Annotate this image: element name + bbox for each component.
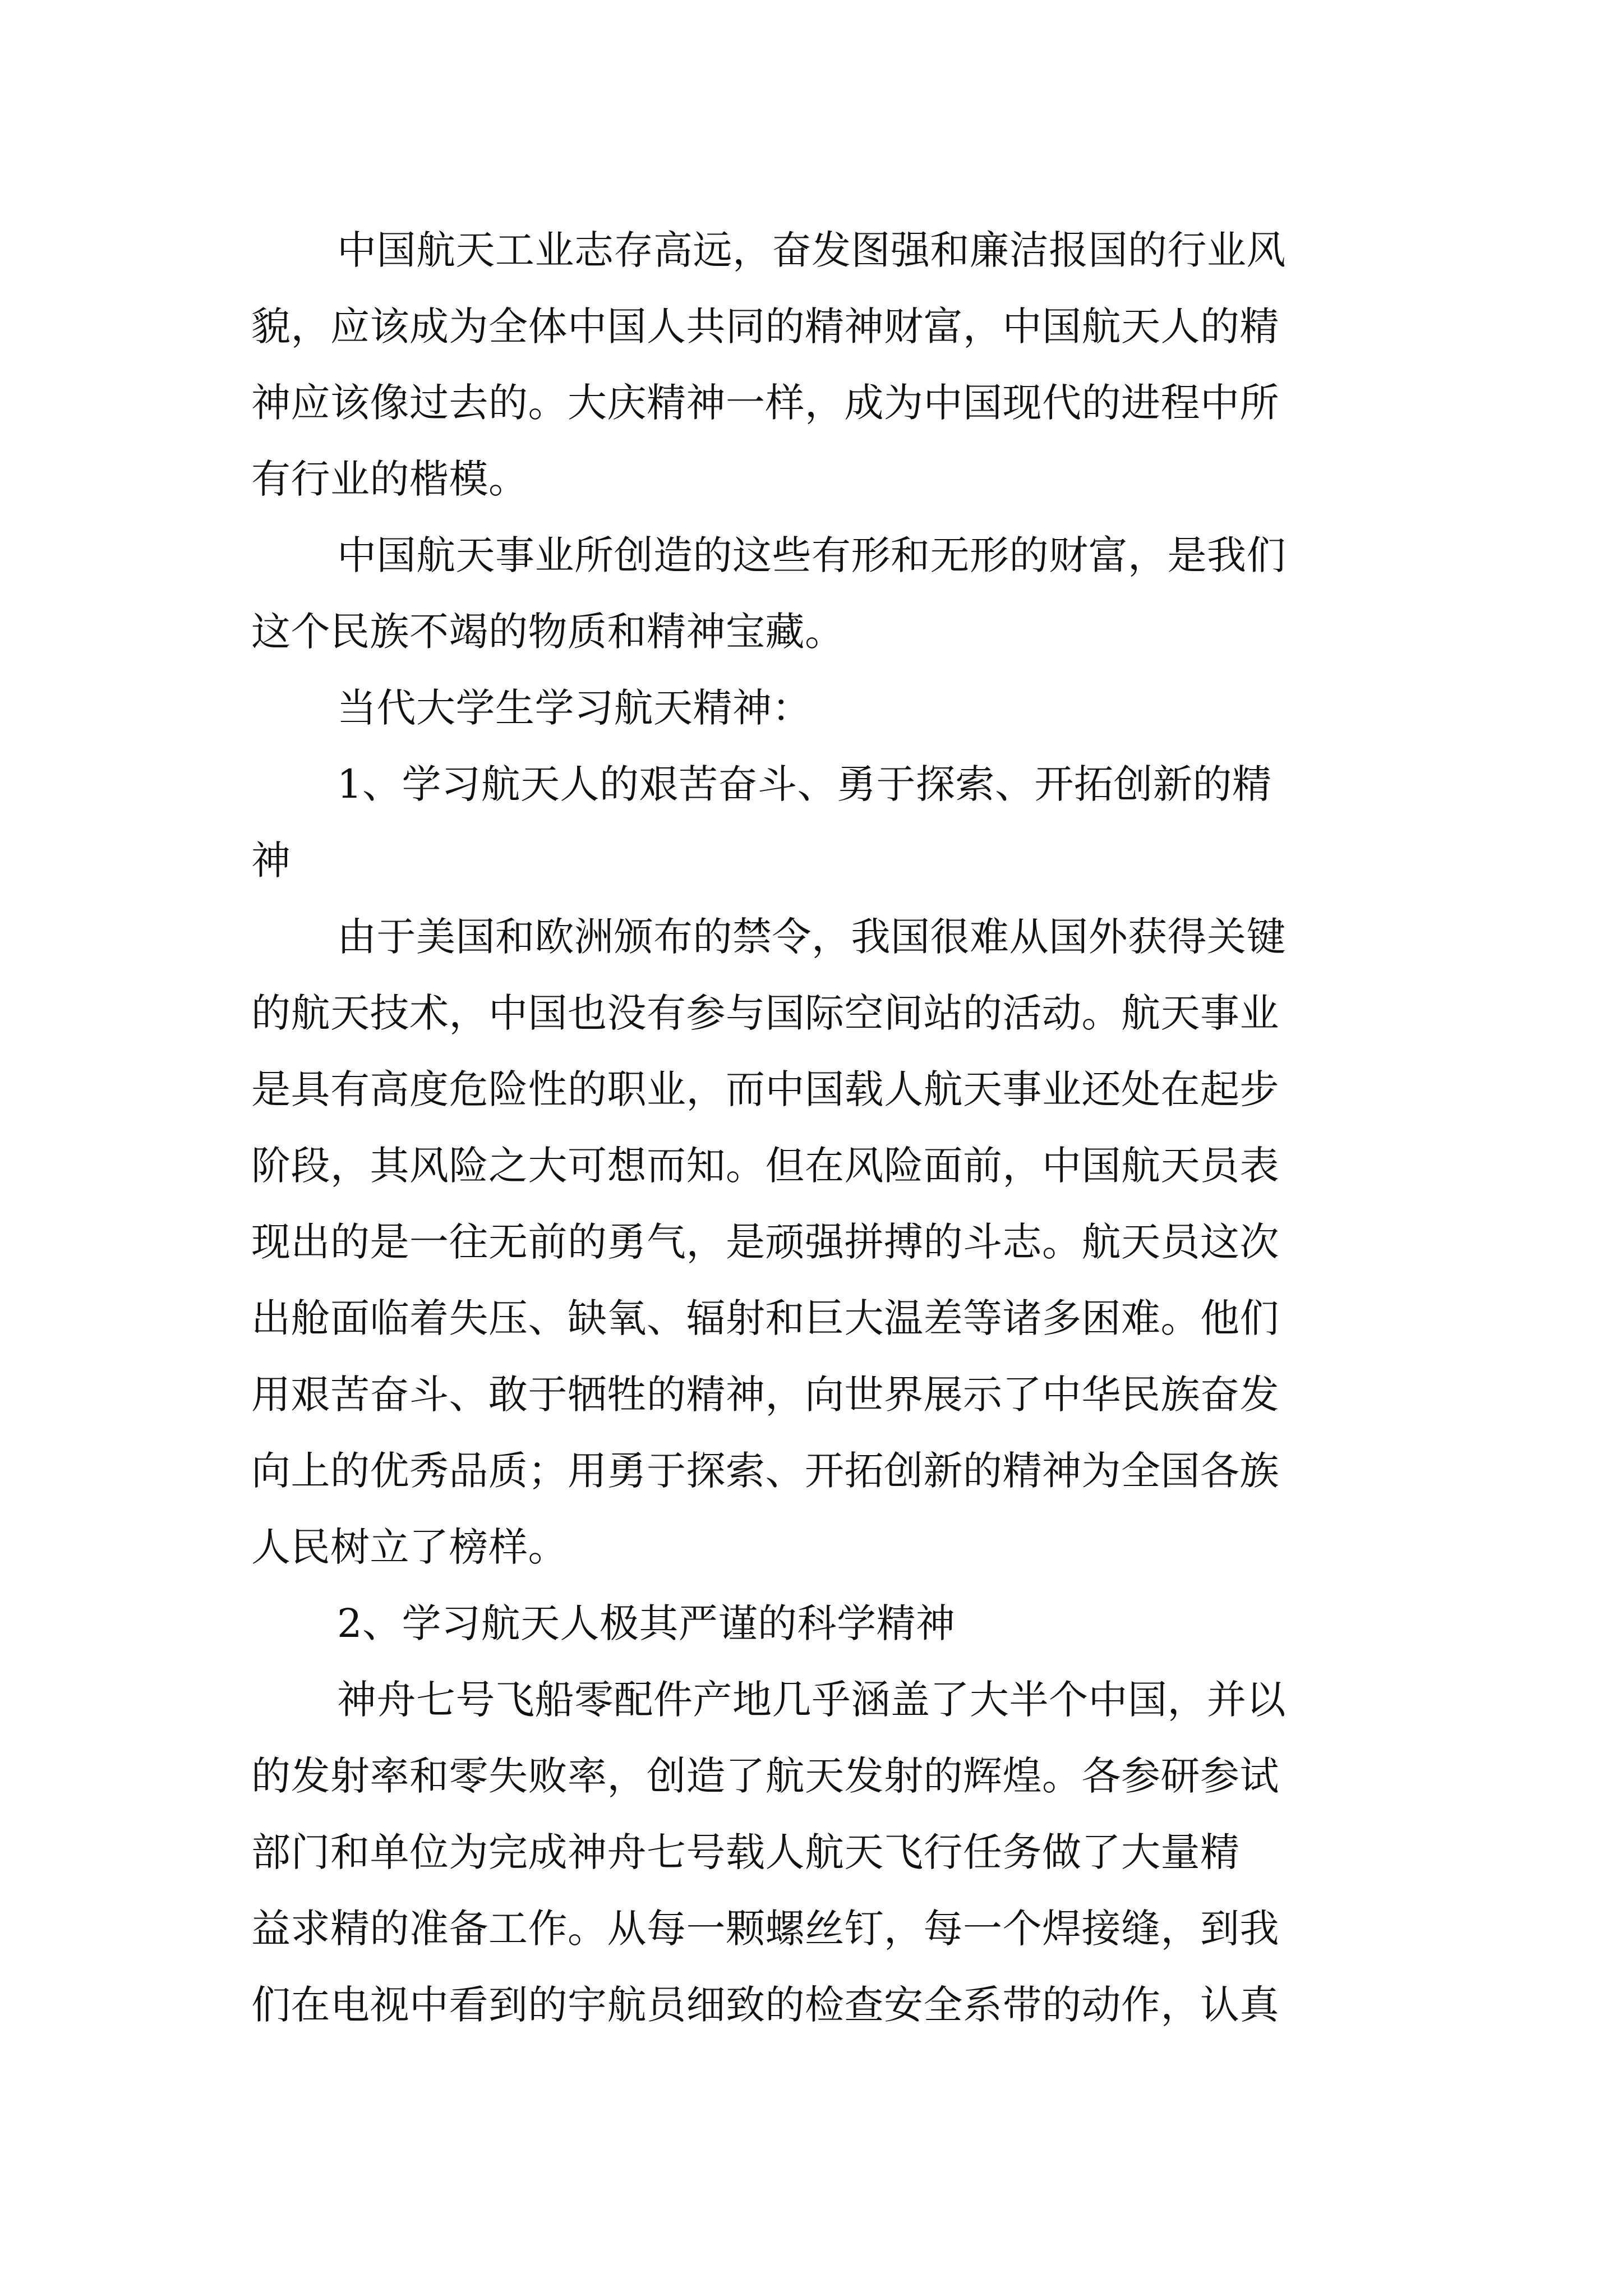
text-line: 有行业的楷模。 (251, 456, 528, 502)
paragraph-5 (251, 899, 1395, 1585)
text-line: 出舱面临着失压、缺氧、辐射和巨大温差等诸多困难。他们 (251, 1295, 1279, 1341)
text-line: 阶段，其风险之大可想而知。但在风险面前，中国航天员表 (251, 1143, 1279, 1189)
text-line: 现出的是一往无前的勇气，是顽强拼搏的斗志。航天员这次 (251, 1219, 1279, 1265)
text-line: 1、学习航天人的艰苦奋斗、勇于探索、开拓创新的精 (337, 761, 1272, 807)
text-line: 这个民族不竭的物质和精神宝藏。 (251, 609, 845, 655)
text-line: 神 (251, 838, 291, 884)
text-line: 的航天技术，中国也没有参与国际空间站的活动。航天事业 (251, 990, 1279, 1036)
paragraph-1 (251, 212, 1395, 517)
text-line: 貌，应该成为全体中国人共同的精神财富，中国航天人的精 (251, 303, 1279, 349)
text-line: 由于美国和欧洲颁布的禁令，我国很难从国外获得关键 (337, 914, 1286, 960)
text-line: 向上的优秀品质；用勇于探索、开拓创新的精神为全国各族 (251, 1448, 1279, 1494)
text-line: 中国航天事业所创造的这些有形和无形的财富，是我们 (337, 532, 1286, 578)
text-line: 中国航天工业志存高远，奋发图强和廉洁报国的行业风 (337, 227, 1286, 273)
heading-item-1 (251, 746, 1395, 899)
text-line: 的发射率和零失败率，创造了航天发射的辉煌。各参研参试 (251, 1753, 1279, 1799)
text-line: 当代大学生学习航天精神： (337, 685, 811, 731)
text-line: 人民树立了榜样。 (251, 1524, 568, 1570)
text-line: 2、学习航天人极其严谨的科学精神 (337, 1600, 956, 1646)
text-line: 神舟七号飞船零配件产地几乎涵盖了大半个中国，并以 (337, 1677, 1286, 1723)
text-line: 益求精的准备工作。从每一颗螺丝钉，每一个焊接缝，到我 (251, 1906, 1279, 1952)
document-body (251, 212, 1395, 2043)
text-line: 们在电视中看到的宇航员细致的检查安全系带的动作，认真 (251, 1982, 1279, 2028)
paragraph-2 (251, 517, 1395, 670)
text-line: 部门和单位为完成神舟七号载人航天飞行任务做了大量精 (251, 1829, 1240, 1875)
text-line: 神应该像过去的。大庆精神一样，成为中国现代的进程中所 (251, 380, 1279, 426)
paragraph-7 (251, 1662, 1395, 2043)
paragraph-3 (251, 670, 1395, 746)
text-line: 是具有高度危险性的职业，而中国载人航天事业还处在起步 (251, 1066, 1279, 1112)
heading-item-2 (251, 1585, 1395, 1662)
text-line: 用艰苦奋斗、敢于牺牲的精神，向世界展示了中华民族奋发 (251, 1372, 1279, 1418)
